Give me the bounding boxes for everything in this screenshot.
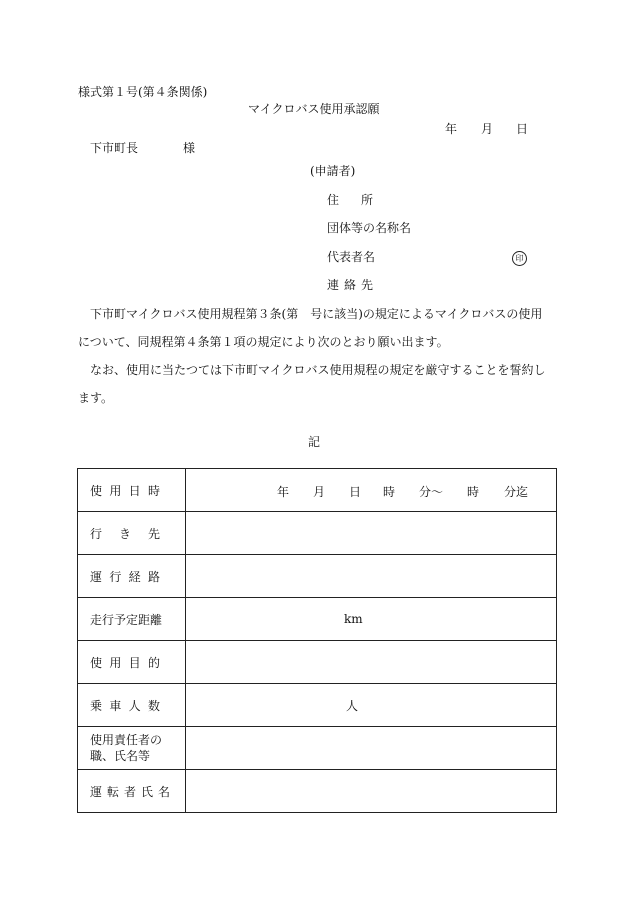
usage-details-table — [77, 468, 557, 813]
purpose-value[interactable] — [186, 641, 557, 684]
contact-label: 連 絡 先 — [327, 278, 373, 292]
date-day: 日 — [516, 122, 529, 136]
row-label-passengers: 乗 車 人 数 — [78, 684, 186, 727]
document-title: マイクロバス使用承認願 — [248, 102, 380, 116]
body-paragraph-1: 下市町マイクロバス使用規程第３条(第 号に該当)の規定によるマイクロバスの使用について、同規程第４条第１項の規定により次のとおり願い出ます。 — [78, 307, 543, 349]
row-label-route: 運 行 経 路 — [78, 555, 186, 598]
driver-name-value[interactable] — [186, 770, 557, 813]
destination-value[interactable] — [186, 512, 557, 555]
row-label-usage-datetime: 使 用 日 時 — [78, 469, 186, 512]
table-row — [78, 555, 557, 598]
row-label-distance: 走行予定距離 — [78, 598, 186, 641]
ki-heading: 記 — [308, 435, 321, 449]
row-label-purpose: 使 用 目 的 — [78, 641, 186, 684]
addressee: 下市町長 — [90, 141, 139, 155]
table-row — [78, 770, 557, 813]
table-row — [78, 727, 557, 770]
route-value[interactable] — [186, 555, 557, 598]
passengers-value[interactable]: 人 — [186, 684, 557, 727]
date-month: 月 — [481, 122, 494, 136]
date-year: 年 — [445, 122, 458, 136]
responsible-person-value[interactable] — [186, 727, 557, 770]
usage-datetime-value[interactable]: 年 月 日 時 分～ 時 分迄 — [186, 469, 557, 512]
representative-label: 代表者名 — [327, 250, 376, 264]
seal-icon: 印 — [512, 251, 527, 266]
row-label-responsible-person: 使用責任者の 職、氏名等 — [78, 727, 186, 770]
address-label: 住 所 — [327, 193, 373, 207]
body-paragraph-2: なお、使用に当たつては下市町マイクロバス使用規程の規定を厳守することを誓約します。 — [78, 363, 546, 405]
org-name-label: 団体等の名称名 — [327, 221, 412, 235]
honorific: 様 — [183, 141, 196, 155]
form-number: 様式第１号(第４条関係) — [78, 85, 208, 99]
table-row — [78, 512, 557, 555]
table-row — [78, 469, 557, 512]
table-row — [78, 641, 557, 684]
row-label-driver-name: 運 転 者 氏 名 — [78, 770, 186, 813]
table-row — [78, 684, 557, 727]
seal-mark — [512, 250, 527, 266]
applicant-heading: (申請者) — [310, 164, 356, 178]
row-label-destination: 行 き 先 — [78, 512, 186, 555]
table-row — [78, 598, 557, 641]
distance-value[interactable]: km — [186, 598, 557, 641]
